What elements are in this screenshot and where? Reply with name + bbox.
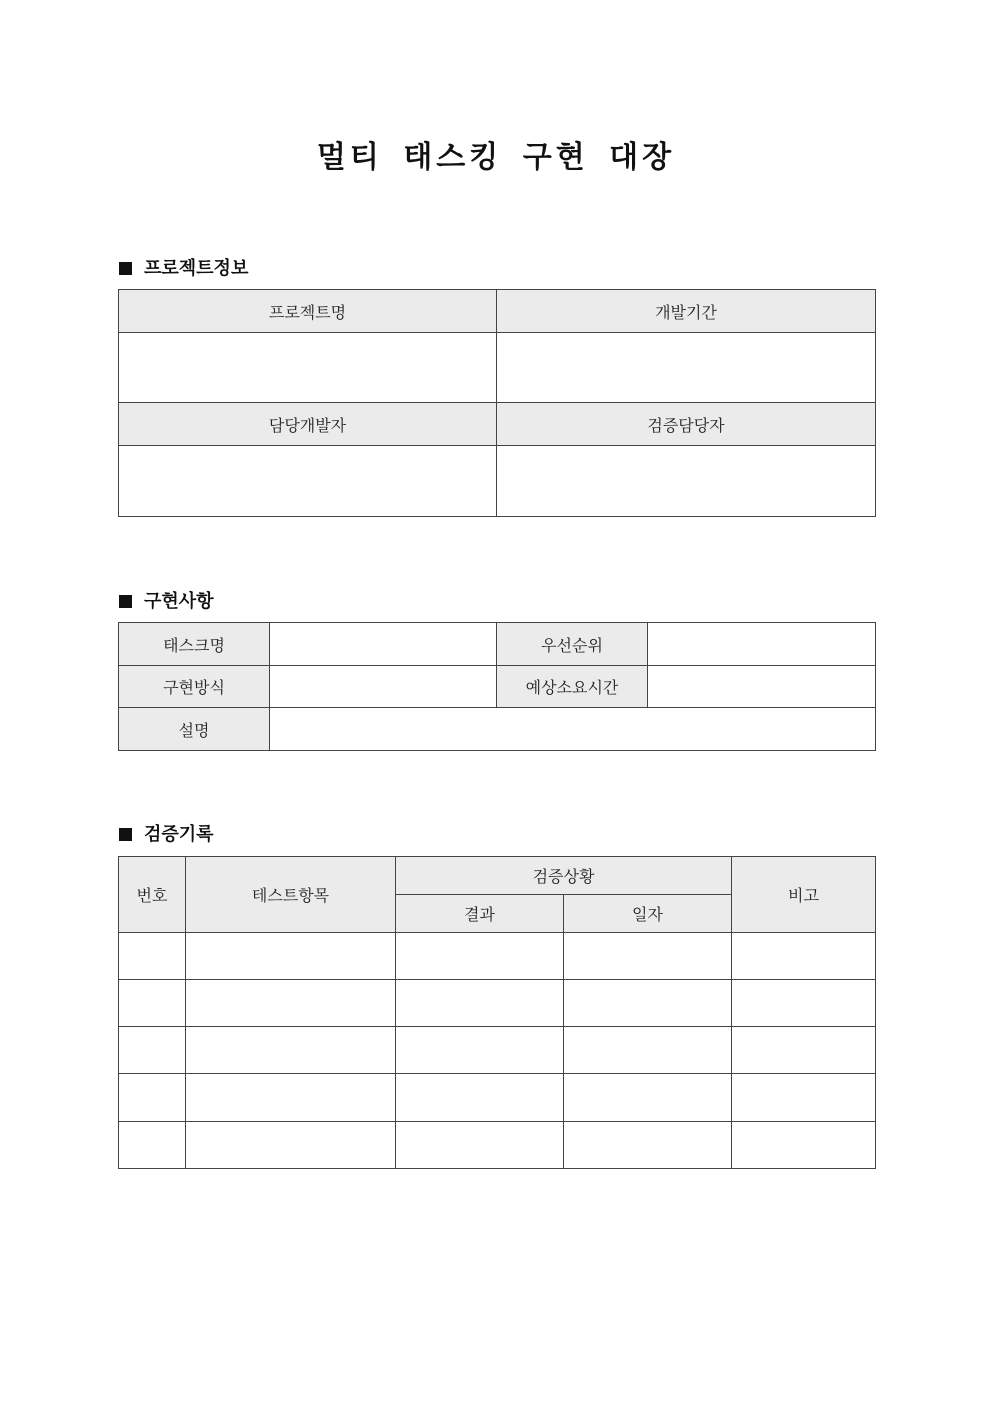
field-developer[interactable] — [119, 446, 497, 517]
cell-date[interactable] — [564, 980, 732, 1027]
label-dev-period: 개발기간 — [497, 290, 876, 333]
cell-date[interactable] — [564, 1074, 732, 1122]
cell-number[interactable] — [119, 933, 186, 980]
cell-number[interactable] — [119, 1074, 186, 1122]
table-row — [119, 1027, 876, 1074]
section-heading-verification: 검증기록 — [119, 820, 214, 846]
cell-result[interactable] — [396, 980, 564, 1027]
cell-date[interactable] — [564, 933, 732, 980]
implementation-table — [118, 622, 876, 751]
label-project-name: 프로젝트명 — [119, 290, 497, 333]
header-result: 결과 — [396, 895, 564, 933]
cell-remarks[interactable] — [732, 1074, 876, 1122]
cell-result[interactable] — [396, 1027, 564, 1074]
cell-remarks[interactable] — [732, 933, 876, 980]
field-task-name[interactable] — [270, 623, 497, 666]
square-bullet-icon — [119, 828, 132, 841]
label-verifier: 검증담당자 — [497, 403, 876, 446]
verification-table — [118, 856, 876, 1169]
cell-test-item[interactable] — [186, 1074, 396, 1122]
label-task-name: 태스크명 — [119, 623, 270, 666]
label-description: 설명 — [119, 708, 270, 751]
cell-remarks[interactable] — [732, 980, 876, 1027]
section-heading-project-info: 프로젝트정보 — [119, 254, 248, 280]
table-row — [119, 1122, 876, 1169]
cell-result[interactable] — [396, 1122, 564, 1169]
header-test-item: 테스트항목 — [186, 857, 396, 933]
cell-test-item[interactable] — [186, 980, 396, 1027]
field-verifier[interactable] — [497, 446, 876, 517]
project-info-table — [118, 289, 876, 517]
table-row — [119, 1074, 876, 1122]
table-row — [119, 933, 876, 980]
field-method[interactable] — [270, 666, 497, 708]
square-bullet-icon — [119, 262, 132, 275]
cell-remarks[interactable] — [732, 1027, 876, 1074]
section-heading-implementation: 구현사항 — [119, 587, 214, 613]
cell-date[interactable] — [564, 1027, 732, 1074]
header-date: 일자 — [564, 895, 732, 933]
label-developer: 담당개발자 — [119, 403, 497, 446]
table-row — [119, 980, 876, 1027]
cell-number[interactable] — [119, 1122, 186, 1169]
cell-test-item[interactable] — [186, 1122, 396, 1169]
cell-test-item[interactable] — [186, 1027, 396, 1074]
label-estimated-time: 예상소요시간 — [497, 666, 648, 708]
field-dev-period[interactable] — [497, 333, 876, 403]
label-method: 구현방식 — [119, 666, 270, 708]
header-number: 번호 — [119, 857, 186, 933]
field-estimated-time[interactable] — [648, 666, 876, 708]
field-description[interactable] — [270, 708, 876, 751]
cell-remarks[interactable] — [732, 1122, 876, 1169]
page-title: 멀티 태스킹 구현 대장 — [316, 140, 676, 175]
square-bullet-icon — [119, 595, 132, 608]
cell-number[interactable] — [119, 980, 186, 1027]
field-priority[interactable] — [648, 623, 876, 666]
field-project-name[interactable] — [119, 333, 497, 403]
cell-number[interactable] — [119, 1027, 186, 1074]
cell-test-item[interactable] — [186, 933, 396, 980]
cell-result[interactable] — [396, 933, 564, 980]
cell-result[interactable] — [396, 1074, 564, 1122]
header-status: 검증상황 — [396, 857, 732, 895]
cell-date[interactable] — [564, 1122, 732, 1169]
label-priority: 우선순위 — [497, 623, 648, 666]
header-remarks: 비고 — [732, 857, 876, 933]
